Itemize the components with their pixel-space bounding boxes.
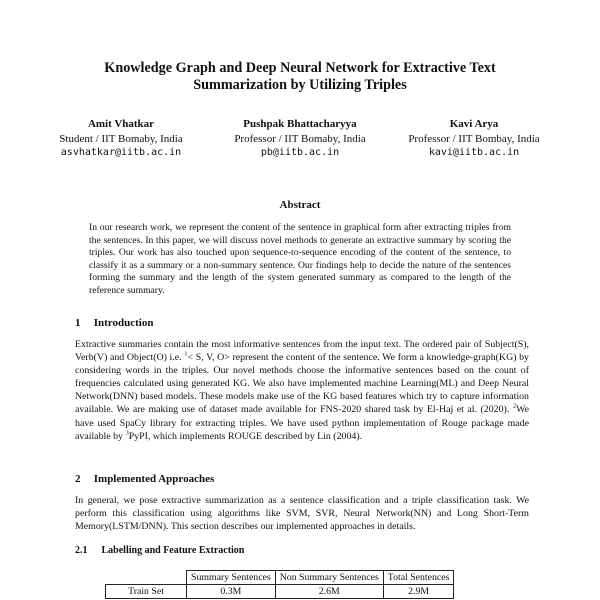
section-title: Introduction bbox=[93, 317, 154, 329]
abstract-text: In our research work, we represent the content of the sentence in graphical form after extracting triples from the sentences. In this paper, we will discuss novel methods to generate an extractive summary by scoring the triples. Our work has also touched upon sequence-to-sequence encoding of the content of the sentence, to classify it as a summary or a non-summary sentence. Our findings help to decide the nature of the sentences forming the summary and the length of the system generated summary as compared to the length of the reference summary. bbox=[89, 222, 511, 296]
table-header: Non Summary Sentences bbox=[275, 571, 383, 585]
author-affiliation: Professor / IIT Bomaby, India bbox=[234, 132, 366, 145]
section-heading-implemented-approaches bbox=[75, 473, 214, 486]
author-block bbox=[60, 117, 540, 162]
table-cell: 0.3M bbox=[187, 585, 276, 599]
section-number: 1 bbox=[75, 317, 81, 329]
section-heading-introduction bbox=[75, 317, 153, 330]
author-affiliation: Student / IIT Bomaby, India bbox=[59, 132, 183, 145]
title-line-2: Summarization by Utilizing Triples bbox=[193, 77, 407, 93]
introduction-paragraph bbox=[75, 338, 529, 443]
intro-text-2: < S, V, O> represent the content of the sentence. We form a knowledge-graph(KG) by considering words in the triples. Our novel methods choose the informative sentences based on the count of frequencies calculated using generated KG. We also have implemented machine Learning(ML) and Deep Neural Network(DNN) based models. These models make use of the KG based features which try to capture information available. We are making use of dataset made available for FNS-2020 shared task by El-Haj et al. (2020). bbox=[75, 352, 529, 416]
abstract-heading: Abstract bbox=[279, 199, 321, 211]
paper-title bbox=[60, 60, 540, 94]
dataset-stats-table bbox=[105, 570, 454, 599]
author-email: pb@iitb.ac.in bbox=[260, 147, 340, 158]
author-2 bbox=[215, 117, 385, 161]
table-row-label: Train Set bbox=[106, 585, 187, 599]
table-header-row bbox=[106, 571, 454, 585]
author-name: Pushpak Bhattacharyya bbox=[243, 118, 357, 130]
subsection-title: Labelling and Feature Extraction bbox=[101, 545, 245, 556]
section-title: Implemented Approaches bbox=[93, 473, 215, 485]
author-name: Amit Vhatkar bbox=[87, 118, 155, 130]
author-1 bbox=[36, 117, 206, 161]
section-number: 2 bbox=[75, 473, 81, 485]
footnote-marker-1: 1 bbox=[184, 350, 188, 358]
table-corner-cell bbox=[106, 571, 187, 585]
author-3 bbox=[389, 117, 559, 161]
table-header: Summary Sentences bbox=[187, 571, 276, 585]
author-email: asvhatkar@iitb.ac.in bbox=[60, 147, 182, 158]
table-row bbox=[106, 585, 454, 599]
table-header: Total Sentences bbox=[383, 571, 454, 585]
subsection-number: 2.1 bbox=[75, 545, 88, 556]
author-email: kavi@iitb.ac.in bbox=[428, 147, 520, 158]
author-affiliation: Professor / IIT Bombay, India bbox=[408, 132, 540, 145]
intro-text-4: PyPI, which implements ROUGE described by Lin (2004). bbox=[128, 430, 363, 442]
intro-text-1: Extractive summaries contain the most informative sentences from the input text. The ordered pair of Subject(S), Verb(V) and Object(O) i.e. bbox=[75, 339, 529, 364]
table-cell: 2.6M bbox=[275, 585, 383, 599]
title-line-1: Knowledge Graph and Deep Neural Network for Extractive Text bbox=[104, 60, 496, 76]
approaches-paragraph: In general, we pose extractive summarization as a sentence classification and a triple classification task. We perform this classification using algorithms like SVM, SVR, Neural Network(NN) and Long Short-Term Memory(LSTM/DNN). This section describes our implemented approaches in details. bbox=[75, 495, 529, 533]
footnote-marker-3: 3 bbox=[125, 429, 129, 437]
author-name: Kavi Arya bbox=[449, 118, 499, 130]
footnote-marker-2: 2 bbox=[512, 403, 517, 411]
table-cell: 2.9M bbox=[383, 585, 454, 599]
intro-text-3: We have used SpaCy library for extracting triples. We have used python implementation of Rouge package made available by bbox=[75, 404, 529, 442]
subsection-heading bbox=[75, 544, 244, 557]
